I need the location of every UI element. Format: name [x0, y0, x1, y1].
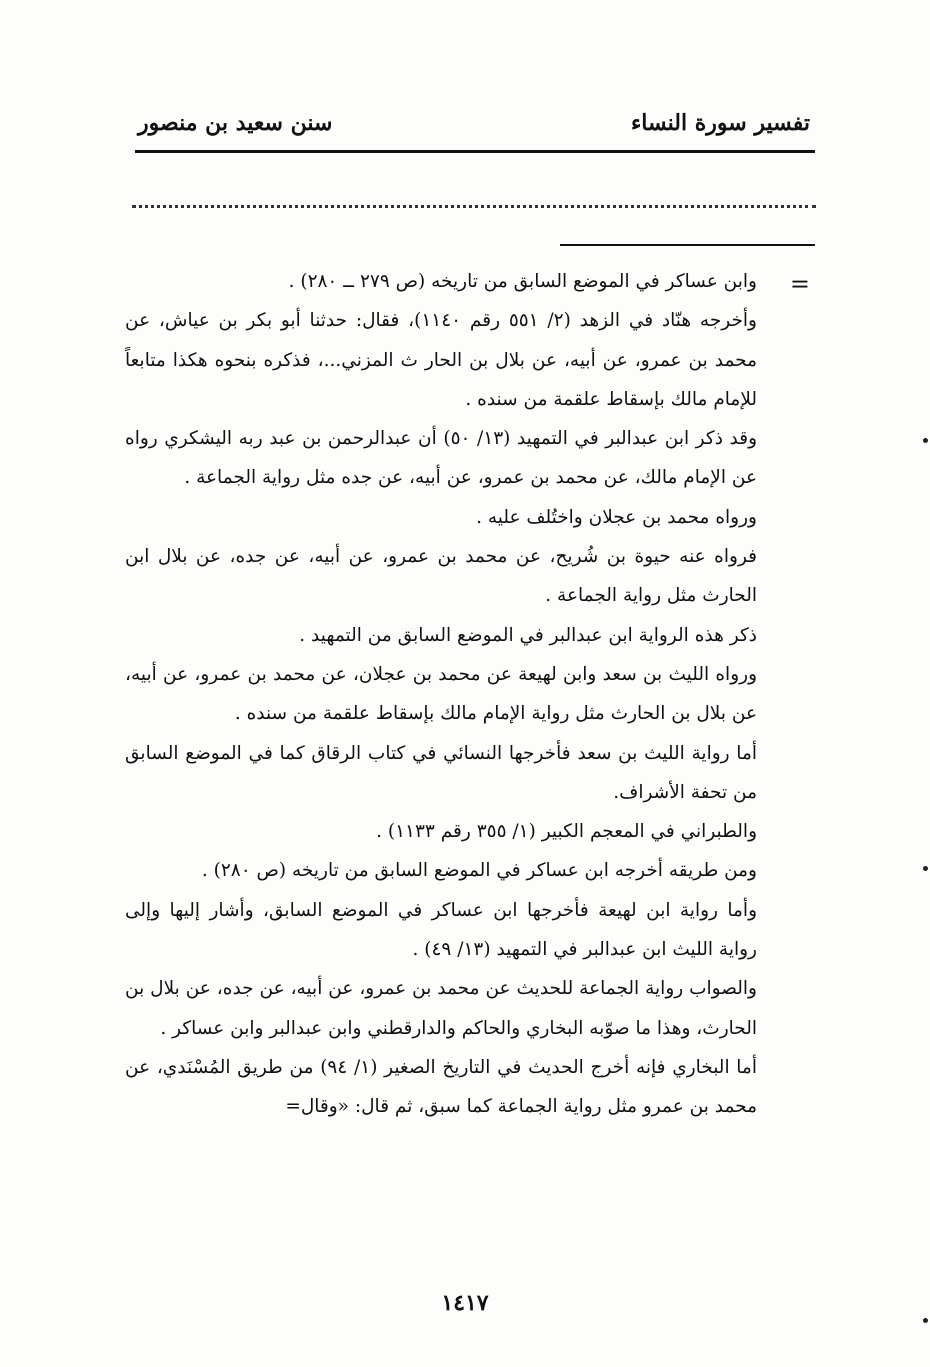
footnote-rule	[560, 244, 815, 246]
header-rule	[135, 150, 815, 153]
paragraph: فرواه عنه حيوة بن شُريح، عن محمد بن عمرو، عن أبيه، عن جده، عن بلال ابن الحارث مثل رواية الجماعة .	[125, 546, 757, 607]
paragraph: ورواه الليث بن سعد وابن لهيعة عن محمد بن عجلان، عن محمد بن عمرو، عن أبيه، عن بلال بن الحارث مثل رواية الإمام مالك بإسقاط علقمة من سنده .	[125, 663, 757, 725]
paragraph: والصواب رواية الجماعة للحديث عن محمد بن عمرو، عن أبيه، عن جده، عن بلال بن الحارث، وهذا ما صوّبه البخاري والحاكم والدارقطني وابن عبدالبر وابن عساكر .	[125, 978, 757, 1039]
paragraph: والطبراني في المعجم الكبير (١/ ٣٥٥ رقم ١١٣٣) .	[376, 821, 757, 843]
paragraph: وأخرجه هنّاد في الزهد (٢/ ٥٥١ رقم ١١٤٠)، فقال: حدثنا أبو بكر بن عياش، عن محمد بن عمرو، عن أبيه، عن بلال بن الحار ث المزني...، فذكره بنحوه هكذا متابعاً للإمام مالك بإسقاط علقمة من سنده .	[125, 310, 757, 410]
footnote-body	[125, 262, 757, 1127]
paragraph: أما البخاري فإنه أخرج الحديث في التاريخ الصغير (١/ ٩٤) من طريق المُسْنَدي، عن محمد بن عمرو مثل رواية الجماعة كما سبق، ثم قال: «وقال=	[125, 1056, 757, 1118]
scan-edge-mark	[923, 866, 928, 871]
paragraph: ورواه محمد بن عجلان واختُلف عليه .	[476, 506, 757, 528]
paragraph: وأما رواية ابن لهيعة فأخرجها ابن عساكر في الموضع السابق، وأشار إليها وإلى رواية الليث ابن عبدالبر في التمهيد (١٣/ ٤٩) .	[125, 899, 757, 961]
chapter-title: تفسير سورة النساء	[630, 110, 810, 136]
dotted-separator	[132, 205, 816, 208]
paragraph: ومن طريقه أخرجه ابن عساكر في الموضع السابق من تاريخه (ص ٢٨٠) .	[201, 860, 757, 882]
scan-edge-mark	[923, 1318, 928, 1323]
footnote-continuation-mark: =	[789, 270, 810, 298]
paragraph: ذكر هذه الرواية ابن عبدالبر في الموضع السابق من التمهيد .	[299, 624, 757, 646]
paragraph: وقد ذكر ابن عبدالبر في التمهيد (١٣/ ٥٠) أن عبدالرحمن بن عبد ربه اليشكري رواه عن الإمام مالك، عن محمد بن عمرو، عن أبيه، عن جده مثل رواية الجماعة .	[125, 428, 758, 489]
book-title: سنن سعيد بن منصور	[138, 110, 333, 136]
page-number: ١٤١٧	[441, 1290, 489, 1316]
paragraph: أما رواية الليث بن سعد فأخرجها النسائي في كتاب الرقاق كما في الموضع السابق من تحفة الأشراف.	[125, 742, 757, 803]
paragraph: وابن عساكر في الموضع السابق من تاريخه (ص ٢٧٩ ــ ٢٨٠) .	[288, 271, 757, 292]
scan-edge-mark	[923, 438, 928, 443]
